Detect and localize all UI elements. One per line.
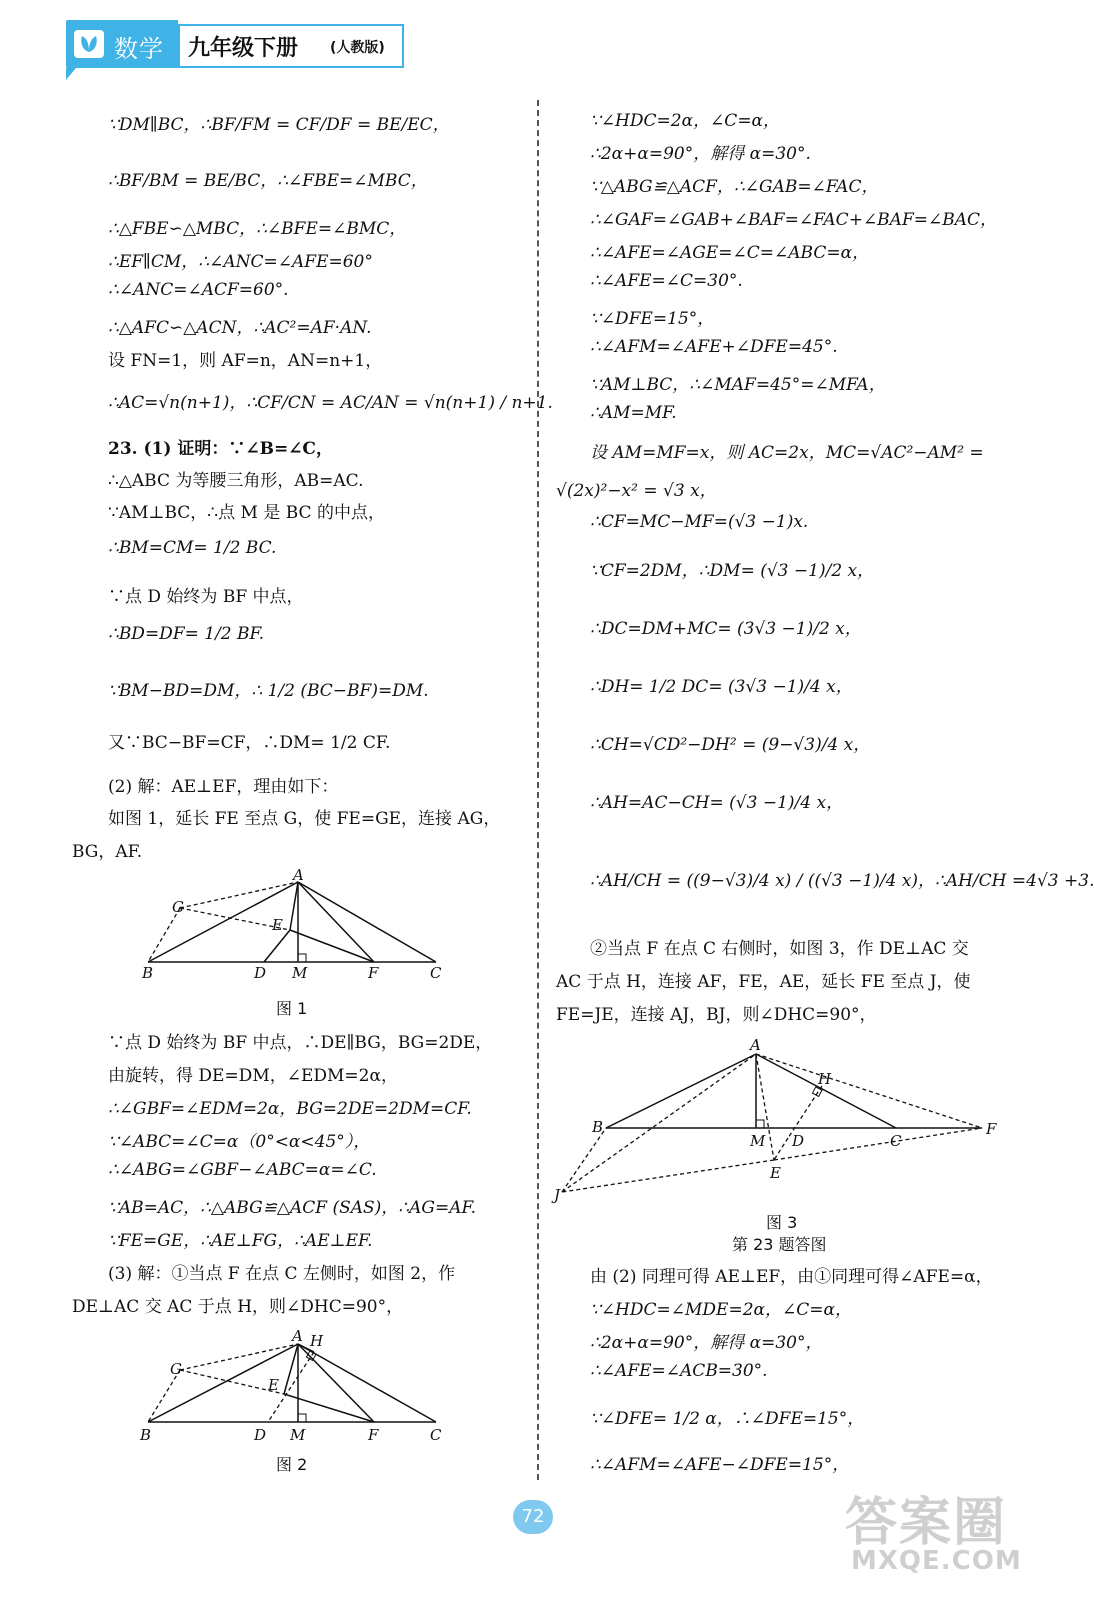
text-line: ∵AM⊥BC，∴点 M 是 BC 的中点， bbox=[108, 503, 385, 523]
text-line: ∵∠DFE=15°， bbox=[590, 309, 715, 329]
text-line: ∵AM⊥BC，∴∠MAF=45°=∠MFA， bbox=[590, 375, 886, 395]
text-line: ∴AM=MF. bbox=[590, 403, 677, 423]
text-line: ∴CF=MC−MF=(√3 −1)x. bbox=[590, 512, 809, 532]
label-M: M bbox=[292, 964, 308, 982]
text-line: DE⊥AC 交 AC 于点 H，则∠DHC=90°， bbox=[72, 1297, 404, 1317]
label-D: D bbox=[254, 1426, 267, 1444]
text-line: 由旋转，得 DE=DM，∠EDM=2α， bbox=[108, 1066, 398, 1086]
text-line: ∴∠AFE=∠AGE=∠C=∠ABC=α， bbox=[590, 243, 870, 263]
label-B: B bbox=[592, 1118, 604, 1136]
text-line: 又∵BC−BF=CF，∴DM= 1/2 CF. bbox=[108, 733, 391, 753]
label-M: M bbox=[290, 1426, 306, 1444]
text-line: ∴△AFC∽△ACN，∴AC²=AF·AN. bbox=[108, 318, 372, 338]
text-line: ∵点 D 始终为 BF 中点， bbox=[108, 587, 304, 607]
text-line: ∵BM−BD=DM，∴ 1/2 (BC−BF)=DM. bbox=[108, 681, 429, 701]
subject-tab bbox=[66, 20, 178, 68]
text-line: 由 (2) 同理可得 AE⊥EF，由①同理可得∠AFE=α， bbox=[590, 1267, 993, 1287]
column-divider bbox=[537, 100, 539, 1480]
label-J: J bbox=[554, 1186, 561, 1204]
label-A: A bbox=[750, 1036, 761, 1054]
label-G: G bbox=[170, 1360, 182, 1378]
label-A: A bbox=[292, 1327, 303, 1345]
watermark-logo bbox=[845, 1480, 1022, 1585]
text-line: ∴DH= 1/2 DC= (3√3 −1)/4 x， bbox=[590, 677, 853, 697]
edition-label: (人教版) bbox=[330, 40, 385, 56]
label-C: C bbox=[890, 1132, 902, 1150]
text-line: ∴EF∥CM，∴∠ANC=∠AFE=60° bbox=[108, 252, 373, 272]
label-A: A bbox=[293, 866, 304, 884]
text-line: ∴2α+α=90°，解得 α=30°， bbox=[590, 1333, 823, 1353]
label-M: M bbox=[750, 1132, 766, 1150]
label-F: F bbox=[368, 1426, 379, 1444]
text-line: ∴BM=CM= 1/2 BC. bbox=[108, 538, 277, 558]
figure-3 bbox=[552, 1034, 1002, 1204]
watermark-top: 答案圈 bbox=[845, 1493, 1008, 1553]
text-line: ∵AB=AC，∴△ABG≌△ACF (SAS)，∴AG=AF. bbox=[108, 1198, 477, 1218]
text-line: ∴AC=√n(n+1)，∴CF/CN = AC/AN = √n(n+1) / n+1. bbox=[108, 393, 553, 413]
label-B: B bbox=[142, 964, 154, 982]
figure-1 bbox=[140, 868, 450, 986]
header-tail bbox=[66, 68, 76, 80]
label-F: F bbox=[986, 1120, 997, 1138]
text-line: ∵FE=GE，∴AE⊥FG，∴AE⊥EF. bbox=[108, 1231, 373, 1251]
text-line: ∴△FBE∽△MBC，∴∠BFE=∠BMC， bbox=[108, 219, 407, 239]
figure-2-caption: 图 2 bbox=[276, 1455, 308, 1474]
text-line: (2) 解：AE⊥EF，理由如下： bbox=[108, 777, 339, 797]
label-H: H bbox=[818, 1070, 832, 1088]
watermark-bottom: MXQE.COM bbox=[851, 1546, 1022, 1576]
figure-1-caption: 图 1 bbox=[276, 999, 308, 1018]
text-line: ∴∠GBF=∠EDM=2α，BG=2DE=2DM=CF. bbox=[108, 1099, 472, 1119]
text-line: ∴∠AFE=∠C=30°. bbox=[590, 271, 743, 291]
text-line: ∴DC=DM+MC= (3√3 −1)/2 x， bbox=[590, 619, 862, 639]
label-C: C bbox=[430, 1426, 442, 1444]
text-line: 设 AM=MF=x，则 AC=2x，MC=√AC²−AM² = bbox=[590, 443, 984, 463]
text-line: ∵∠HDC=2α，∠C=α， bbox=[590, 111, 781, 131]
text-line: ∴AH=AC−CH= (√3 −1)/4 x， bbox=[590, 793, 844, 813]
text-line: 设 FN=1，则 AF=n，AN=n+1， bbox=[108, 351, 383, 371]
label-E: E bbox=[770, 1164, 781, 1182]
text-line: ∵∠HDC=∠MDE=2α，∠C=α， bbox=[590, 1300, 852, 1320]
text-line: ∵DM∥BC，∴BF/FM = CF/DF = BE/EC， bbox=[108, 115, 450, 135]
problem-heading: 23. (1) 证明：∵∠B=∠C， bbox=[108, 439, 333, 459]
label-B: B bbox=[140, 1426, 152, 1444]
page-header bbox=[66, 20, 402, 68]
text-line: ∵CF=2DM，∴DM= (√3 −1)/2 x， bbox=[590, 561, 875, 581]
label-C: C bbox=[430, 964, 442, 982]
text-line: ∴BD=DF= 1/2 BF. bbox=[108, 624, 265, 644]
text-line: ②当点 F 在点 C 右侧时，如图 3，作 DE⊥AC 交 bbox=[590, 939, 969, 959]
label-E: E bbox=[272, 916, 283, 934]
text-line: ∴△ABC 为等腰三角形，AB=AC. bbox=[108, 471, 364, 491]
label-H: H bbox=[310, 1332, 324, 1350]
figure-2 bbox=[138, 1326, 450, 1448]
leaf-icon bbox=[74, 30, 104, 58]
text-line: ∵点 D 始终为 BF 中点，∴DE∥BG，BG=2DE， bbox=[108, 1033, 493, 1053]
text-line: ∴AH/CH = ((9−√3)/4 x) / ((√3 −1)/4 x)，∴AH/CH =4√3 +3. bbox=[590, 871, 1094, 891]
grade-label: 九年级下册 bbox=[188, 36, 299, 61]
text-line: FE=JE，连接 AJ，BJ，则∠DHC=90°， bbox=[556, 1005, 877, 1025]
label-D: D bbox=[792, 1132, 805, 1150]
text-line: ∴∠AFM=∠AFE−∠DFE=15°， bbox=[590, 1455, 850, 1475]
label-F: F bbox=[368, 964, 379, 982]
text-line: ∴2α+α=90°，解得 α=30°. bbox=[590, 144, 811, 164]
text-line: ∴∠GAF=∠GAB+∠BAF=∠FAC+∠BAF=∠BAC， bbox=[590, 210, 998, 230]
figure-3-subcaption: 第 23 题答图 bbox=[732, 1235, 827, 1254]
text-line: AC 于点 H，连接 AF，FE，AE，延长 FE 至点 J，使 bbox=[556, 972, 971, 992]
figure-3-caption: 图 3 bbox=[766, 1213, 798, 1232]
grade-box bbox=[178, 24, 404, 68]
text-line: 如图 1，延长 FE 至点 G，使 FE=GE，连接 AG， bbox=[108, 809, 501, 829]
text-line: √(2x)²−x² = √3 x， bbox=[556, 481, 717, 501]
text-line: ∴∠ABG=∠GBF−∠ABC=α=∠C. bbox=[108, 1160, 377, 1180]
subject-label: 数学 bbox=[114, 35, 164, 63]
text-line: ∴∠ANC=∠ACF=60°. bbox=[108, 280, 289, 300]
page-number-badge: 72 bbox=[513, 1500, 553, 1534]
label-D: D bbox=[254, 964, 267, 982]
text-line: ∵∠ABC=∠C=α（0°<α<45°）， bbox=[108, 1132, 371, 1152]
label-E: E bbox=[268, 1376, 279, 1394]
text-line: BG，AF. bbox=[72, 842, 143, 862]
text-line: (3) 解：①当点 F 在点 C 左侧时，如图 2，作 bbox=[108, 1264, 456, 1284]
text-line: ∵△ABG≌△ACF，∴∠GAB=∠FAC， bbox=[590, 177, 879, 197]
text-line: ∴∠AFE=∠ACB=30°. bbox=[590, 1361, 768, 1381]
label-G: G bbox=[172, 898, 184, 916]
text-line: ∵∠DFE= 1/2 α，∴∠DFE=15°， bbox=[590, 1409, 865, 1429]
text-line: ∴CH=√CD²−DH² = (9−√3)/4 x， bbox=[590, 735, 871, 755]
text-line: ∴∠AFM=∠AFE+∠DFE=45°. bbox=[590, 337, 838, 357]
text-line: ∴BF/BM = BE/BC，∴∠FBE=∠MBC， bbox=[108, 171, 428, 191]
